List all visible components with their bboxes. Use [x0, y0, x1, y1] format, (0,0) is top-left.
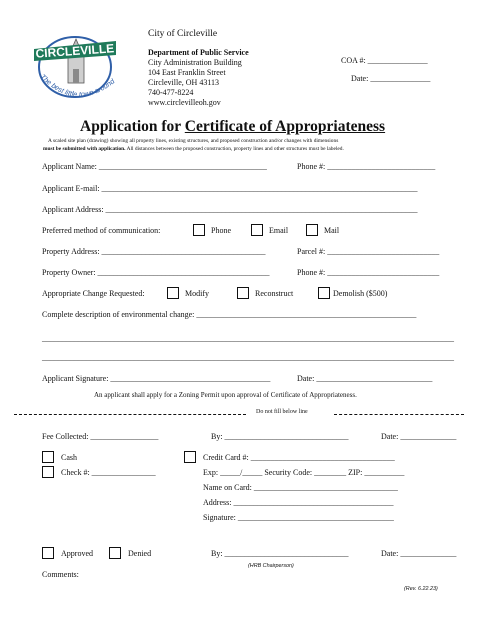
mail-option-label: Mail — [324, 226, 340, 235]
modify-option-label: Modify — [185, 289, 209, 298]
change-requested-label: Appropriate Change Requested: — [42, 289, 145, 298]
city-name: City of Circleville — [148, 29, 218, 39]
cash-checkbox[interactable] — [42, 451, 54, 463]
description-line-3[interactable]: _______________________________________________________________________________________________________ — [42, 353, 454, 362]
hrb-date-field[interactable]: Date: ______________ — [381, 549, 457, 558]
applicant-signature-field[interactable]: Applicant Signature: ________________________________________ — [42, 374, 271, 383]
instructions-bold: must be submitted with application. — [43, 146, 126, 152]
check-number-field[interactable]: Check #: ________________ — [61, 468, 156, 477]
divider-left — [14, 414, 246, 415]
property-owner-field[interactable]: Property Owner: ___________________________________________ — [42, 268, 270, 277]
hrb-chairperson-caption: (HRB Chairperson) — [248, 563, 294, 569]
reconstruct-option-label: Reconstruct — [255, 289, 294, 298]
building-name: City Administration Building — [148, 58, 242, 67]
comments-label: Comments: — [42, 570, 79, 579]
phone-option-label: Phone — [211, 226, 231, 235]
credit-card-checkbox[interactable] — [184, 451, 196, 463]
demolish-option-label: Demolish ($500) — [333, 289, 388, 298]
revision-note: (Rev. 6.22.23) — [404, 586, 438, 592]
denied-label: Denied — [128, 549, 152, 558]
card-address-field[interactable]: Address: ________________________________________ — [203, 498, 394, 507]
applicant-name-field[interactable]: Applicant Name: __________________________________________ — [42, 162, 267, 171]
cash-label: Cash — [61, 453, 77, 462]
reconstruct-checkbox[interactable] — [237, 287, 249, 299]
office-phone: 740-477-8224 — [148, 88, 194, 97]
zoning-note: An applicant shall apply for a Zoning Permit upon approval of Certificate of Appropriateness. — [94, 391, 357, 399]
name-on-card-field[interactable]: Name on Card: ____________________________________ — [203, 483, 398, 492]
email-checkbox[interactable] — [251, 224, 263, 236]
instructions-line-1: A scaled site plan (drawing) showing all property lines, existing structures, and proposed construction and/or changes with dimensions — [48, 138, 339, 144]
instructions-line-2 — [43, 146, 344, 152]
instructions-rest: All distances between the proposed construction, property lines and other structures must be labeled. — [125, 146, 344, 152]
communication-label: Preferred method of communication: — [42, 226, 161, 235]
divider-text: Do not fill below line — [256, 409, 308, 415]
website: www.circlevilleoh.gov — [148, 98, 221, 107]
title-prefix: Application for — [80, 118, 185, 135]
page-title — [80, 118, 385, 136]
divider-right — [334, 414, 464, 415]
collected-date-field[interactable]: Date: ______________ — [381, 432, 457, 441]
department-name: Department of Public Service — [148, 48, 249, 57]
city-logo — [30, 27, 120, 109]
parcel-field[interactable]: Parcel #: ____________________________ — [297, 247, 440, 256]
mail-checkbox[interactable] — [306, 224, 318, 236]
phone-checkbox[interactable] — [193, 224, 205, 236]
demolish-checkbox[interactable] — [318, 287, 330, 299]
logo-banner-text: CIRCLEVILLE — [35, 41, 115, 61]
card-exp-field[interactable]: Exp: _____/_____ Security Code: ________ ZIP: __________ — [203, 468, 405, 477]
card-signature-field[interactable]: Signature: _______________________________________ — [203, 513, 394, 522]
modify-checkbox[interactable] — [167, 287, 179, 299]
check-checkbox[interactable] — [42, 466, 54, 478]
description-field[interactable]: Complete description of environmental change: _______________________________________________________ — [42, 310, 417, 319]
email-option-label: Email — [269, 226, 289, 235]
applicant-phone-field[interactable]: Phone #: ___________________________ — [297, 162, 436, 171]
property-address-field[interactable]: Property Address: _________________________________________ — [42, 247, 266, 256]
hrb-by-field[interactable]: By: _______________________________ — [211, 549, 349, 558]
denied-checkbox[interactable] — [109, 547, 121, 559]
logo-graphic — [30, 27, 120, 109]
fee-collected-field[interactable]: Fee Collected: _________________ — [42, 432, 159, 441]
approved-checkbox[interactable] — [42, 547, 54, 559]
credit-card-number-field[interactable]: Credit Card #: ____________________________________ — [203, 453, 395, 462]
applicant-email-field[interactable]: Applicant E-mail: _______________________________________________________________________________ — [42, 184, 418, 193]
collected-by-field[interactable]: By: _______________________________ — [211, 432, 349, 441]
logo-tagline: The best little town around — [38, 72, 117, 99]
street-address: 104 East Franklin Street — [148, 68, 226, 77]
applicant-address-field[interactable]: Applicant Address: ______________________________________________________________________________ — [42, 205, 418, 214]
title-underlined: Certificate of Appropriateness — [184, 118, 386, 135]
city-state-zip: Circleville, OH 43113 — [148, 78, 220, 87]
description-line-2[interactable]: _______________________________________________________________________________________________________ — [42, 334, 454, 343]
approved-label: Approved — [61, 549, 93, 558]
coa-number-field[interactable]: COA #: _______________ — [341, 56, 428, 65]
signature-date-field[interactable]: Date: _____________________________ — [297, 374, 433, 383]
owner-phone-field[interactable]: Phone #: ____________________________ — [297, 268, 440, 277]
coa-date-field[interactable]: Date: _______________ — [351, 74, 431, 83]
